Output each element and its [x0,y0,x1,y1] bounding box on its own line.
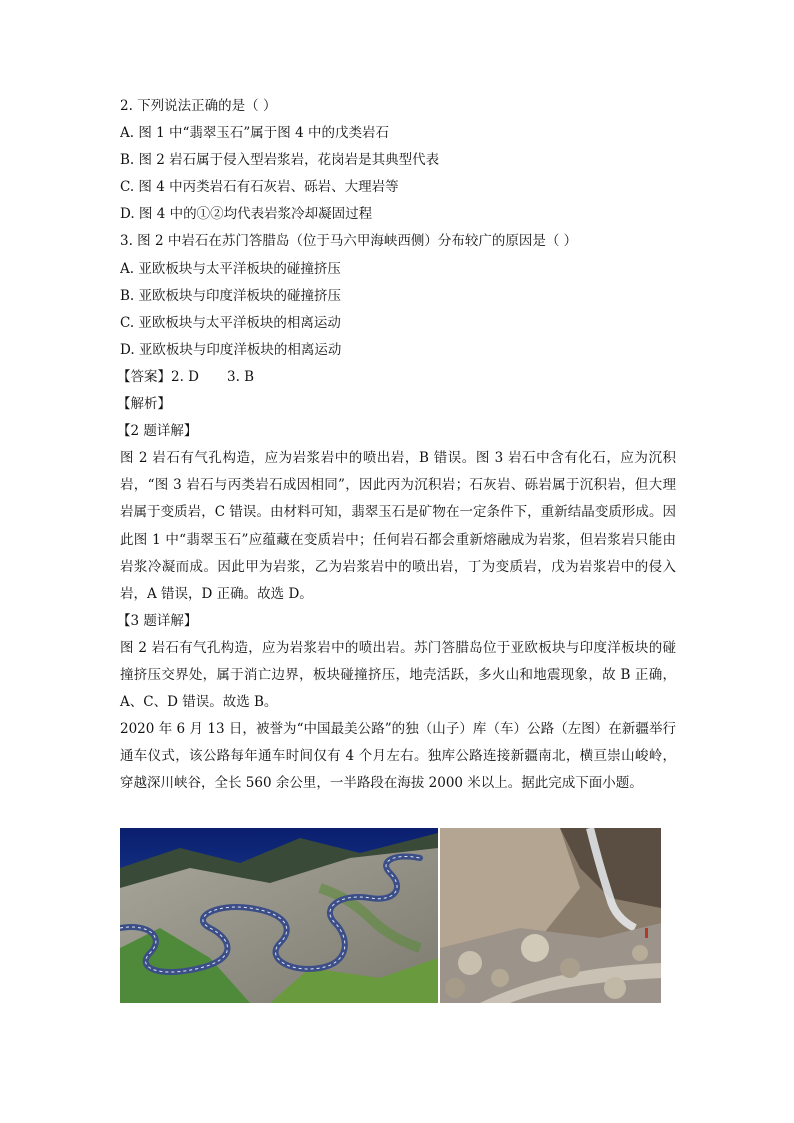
question-2-option-b: B. 图 2 岩石属于侵入型岩浆岩，花岗岩是其典型代表 [120,152,440,169]
question-2-option-c: C. 图 4 中丙类岩石有石灰岩、砾岩、大理岩等 [120,179,399,196]
question-2-option-a: A. 图 1 中“翡翠玉石”属于图 4 中的戊类岩石 [120,125,389,142]
material-text: 2020 年 6 月 13 日，被誉为“中国最美公路”的独（山子）库（车）公路（左图）在新疆举行通车仪式，该公路每年通车时间仅有 4 个月左右。独库公路连接新疆南北，横亘崇山峻岭，穿越深川峡谷，全长 560 余公里，一半路段在海拔 2000 米以上。据此完成下面小题。 [120,721,676,792]
question-3-option-c: C. 亚欧板块与太平洋板块的相离运动 [120,314,341,331]
question-2-stem: 2. 下列说法正确的是（ ） [120,98,277,114]
mountain-road-photo-icon [120,828,438,1003]
question-2-option-d: D. 图 4 中的①②均代表岩浆冷却凝固过程 [120,206,373,223]
question-3-option-d: D. 亚欧板块与印度洋板块的相离运动 [120,341,342,358]
analysis-label: 【解析】 [117,396,171,413]
answer-second: 3. B [227,368,255,385]
document-page [117,93,676,797]
rocky-canyon-trail-photo-icon [440,828,661,1003]
analysis-q2-heading: 【2 题详解】 [117,423,198,440]
question-3-option-b: B. 亚欧板块与印度洋板块的碰撞挤压 [120,287,342,304]
question-3-stem: 3. 图 2 中岩石在苏门答腊岛（位于马六甲海峡西侧）分布较广的原因是（ ） [120,233,578,250]
answer-first: 2. D [171,368,199,385]
answer-label: 【答案】 [117,368,171,385]
photo-row [120,828,661,1003]
analysis-q3-heading: 【3 题详解】 [117,612,198,629]
analysis-q2-text: 图 2 岩石有气孔构造，应为岩浆岩中的喷出岩，B 错误。图 3 岩石中含有化石，应为沉积岩，“图 3 岩石与丙类岩石成因相同”，因此丙为沉积岩；石灰岩、砾岩属于沉积岩，但大理岩属于变质岩，C 错误。由材料可知，翡翠玉石是矿物在一定条件下，重新结晶变质形成。因此图 1 中“翡翠玉石”应蕴藏在变质岩中；任何岩石都会重新熔融成为岩浆，但岩浆岩只能由岩浆冷凝而成。因此甲为岩浆，乙为岩浆岩中的喷出岩，丁为变质岩，戊为岩浆岩中的侵入岩，A 错误，D 正确。故选 D。 [120,450,676,602]
question-3-option-a: A. 亚欧板块与太平洋板块的碰撞挤压 [120,260,341,277]
answer-line [117,364,676,391]
analysis-q3-text: 图 2 岩石有气孔构造，应为岩浆岩中的喷出岩。苏门答腊岛位于亚欧板块与印度洋板块的碰撞挤压交界处，属于消亡边界，板块碰撞挤压，地壳活跃，多火山和地震现象，故 B 正确，A、C、D 错误。故选 B。 [120,639,676,711]
